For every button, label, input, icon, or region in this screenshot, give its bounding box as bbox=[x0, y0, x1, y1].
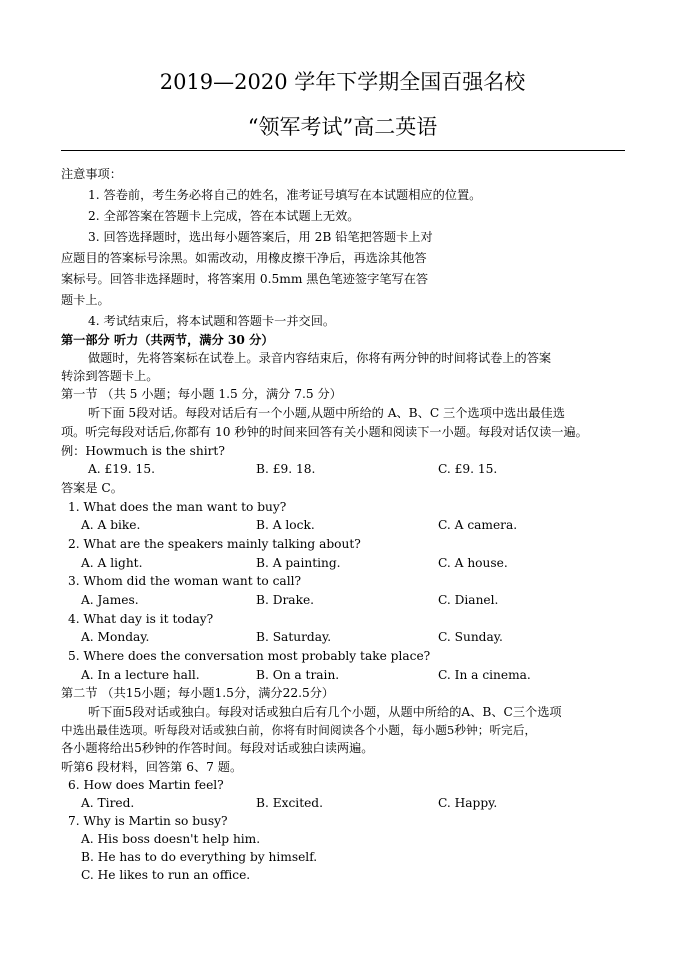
section1-intro-line-1: 听下面 5段对话。每段对话后有一个小题,从题中所给的 A、B、C 三个选项中选出最佳选 bbox=[88, 406, 565, 420]
question-4-option-a: A. Monday. bbox=[81, 630, 150, 644]
example-option-b: B. £9. 18. bbox=[256, 462, 316, 476]
question-5-option-b: B. On a train. bbox=[256, 668, 340, 682]
section1-heading: 第一节 （共 5 小题；每小题 1.5 分，满分 7.5 分） bbox=[61, 387, 342, 401]
notice-item-3-line-2: 应题目的答案标号涂黑。如需改动，用橡皮擦干净后，再选涂其他答 bbox=[61, 251, 427, 265]
header-divider bbox=[61, 150, 625, 151]
question-1: 1. What does the man want to buy? bbox=[68, 500, 287, 514]
question-2-option-c: C. A house. bbox=[438, 556, 508, 570]
material-6-heading: 听第6 段材料，回答第 6、7 题。 bbox=[61, 760, 243, 774]
question-5-option-c: C. In a cinema. bbox=[438, 668, 531, 682]
question-7: 7. Why is Martin so busy? bbox=[68, 814, 228, 828]
notice-heading: 注意事项： bbox=[61, 167, 122, 181]
part1-heading: 第一部分 听力（共两节，满分 30 分） bbox=[61, 333, 274, 347]
question-2: 2. What are the speakers mainly talking about? bbox=[68, 537, 361, 551]
question-1-option-a: A. A bike. bbox=[81, 518, 141, 532]
notice-item-3-line-1: 3. 回答选择题时，选出每小题答案后，用 2B 铅笔把答题卡上对 bbox=[88, 230, 433, 244]
question-2-option-b: B. A painting. bbox=[256, 556, 341, 570]
part1-intro-line-2: 转涂到答题卡上。 bbox=[61, 369, 159, 383]
notice-item-3-line-3: 案标号。回答非选择题时，将答案用 0.5mm 黑色笔迹签字笔写在答 bbox=[61, 272, 429, 286]
question-3-option-a: A. James. bbox=[81, 593, 139, 607]
section1-intro-line-2: 项。听完每段对话后,你都有 10 秒钟的时间来回答有关小题和阅读下一小题。每段对话仅读一遍。 bbox=[61, 425, 588, 439]
question-5-option-a: A. In a lecture hall. bbox=[81, 668, 200, 682]
question-3-option-c: C. Dianel. bbox=[438, 593, 499, 607]
question-6-option-b: B. Excited. bbox=[256, 796, 323, 810]
notice-item-1: 1. 答卷前，考生务必将自己的姓名，准考证号填写在本试题相应的位置。 bbox=[88, 188, 482, 202]
question-7-option-a: A. His boss doesn't help him. bbox=[81, 832, 261, 846]
question-4-option-c: C. Sunday. bbox=[438, 630, 503, 644]
question-6: 6. How does Martin feel? bbox=[68, 778, 224, 792]
question-4: 4. What day is it today? bbox=[68, 612, 214, 626]
notice-item-4: 4. 考试结束后，将本试题和答题卡一并交回。 bbox=[88, 314, 336, 328]
question-1-option-c: C. A camera. bbox=[438, 518, 518, 532]
question-3-option-b: B. Drake. bbox=[256, 593, 315, 607]
question-2-option-a: A. A light. bbox=[81, 556, 143, 570]
question-1-option-b: B. A lock. bbox=[256, 518, 315, 532]
section2-intro-line-1: 听下面5段对话或独白。每段对话或独白后有几个小题，从题中所给的A、B、C三个选项 bbox=[88, 705, 562, 719]
question-7-option-b: B. He has to do everything by himself. bbox=[81, 850, 318, 864]
notice-item-3-line-4: 题卡上。 bbox=[61, 293, 110, 307]
question-7-option-c: C. He likes to run an office. bbox=[81, 868, 251, 882]
example-answer: 答案是 C。 bbox=[61, 481, 123, 495]
question-4-option-b: B. Saturday. bbox=[256, 630, 332, 644]
question-6-option-c: C. Happy. bbox=[438, 796, 498, 810]
question-5: 5. Where does the conversation most probably take place? bbox=[68, 649, 431, 663]
section2-heading: 第二节 （共15小题；每小题1.5分，满分22.5分） bbox=[61, 686, 335, 700]
exam-title: 2019—2020 学年下学期全国百强名校 bbox=[159, 70, 526, 94]
example-option-a: A. £19. 15. bbox=[88, 462, 155, 476]
notice-item-2: 2. 全部答案在答题卡上完成，答在本试题上无效。 bbox=[88, 209, 360, 223]
section2-intro-line-3: 各小题将给出5秒钟的作答时间。每段对话或独白读两遍。 bbox=[61, 741, 374, 755]
example-question: 例：Howmuch is the shirt? bbox=[61, 444, 225, 458]
part1-intro-line-1: 做题时，先将答案标在试卷上。录音内容结束后，你将有两分钟的时间将试卷上的答案 bbox=[88, 351, 552, 365]
section2-intro-line-2: 中选出最佳选项。听每段对话或独白前，你将有时间阅读各个小题，每小题5秒钟；听完后， bbox=[61, 723, 537, 737]
exam-subtitle: “领军考试”高二英语 bbox=[247, 115, 438, 139]
question-6-option-a: A. Tired. bbox=[81, 796, 135, 810]
question-3: 3. Whom did the woman want to call? bbox=[68, 574, 302, 588]
example-option-c: C. £9. 15. bbox=[438, 462, 498, 476]
